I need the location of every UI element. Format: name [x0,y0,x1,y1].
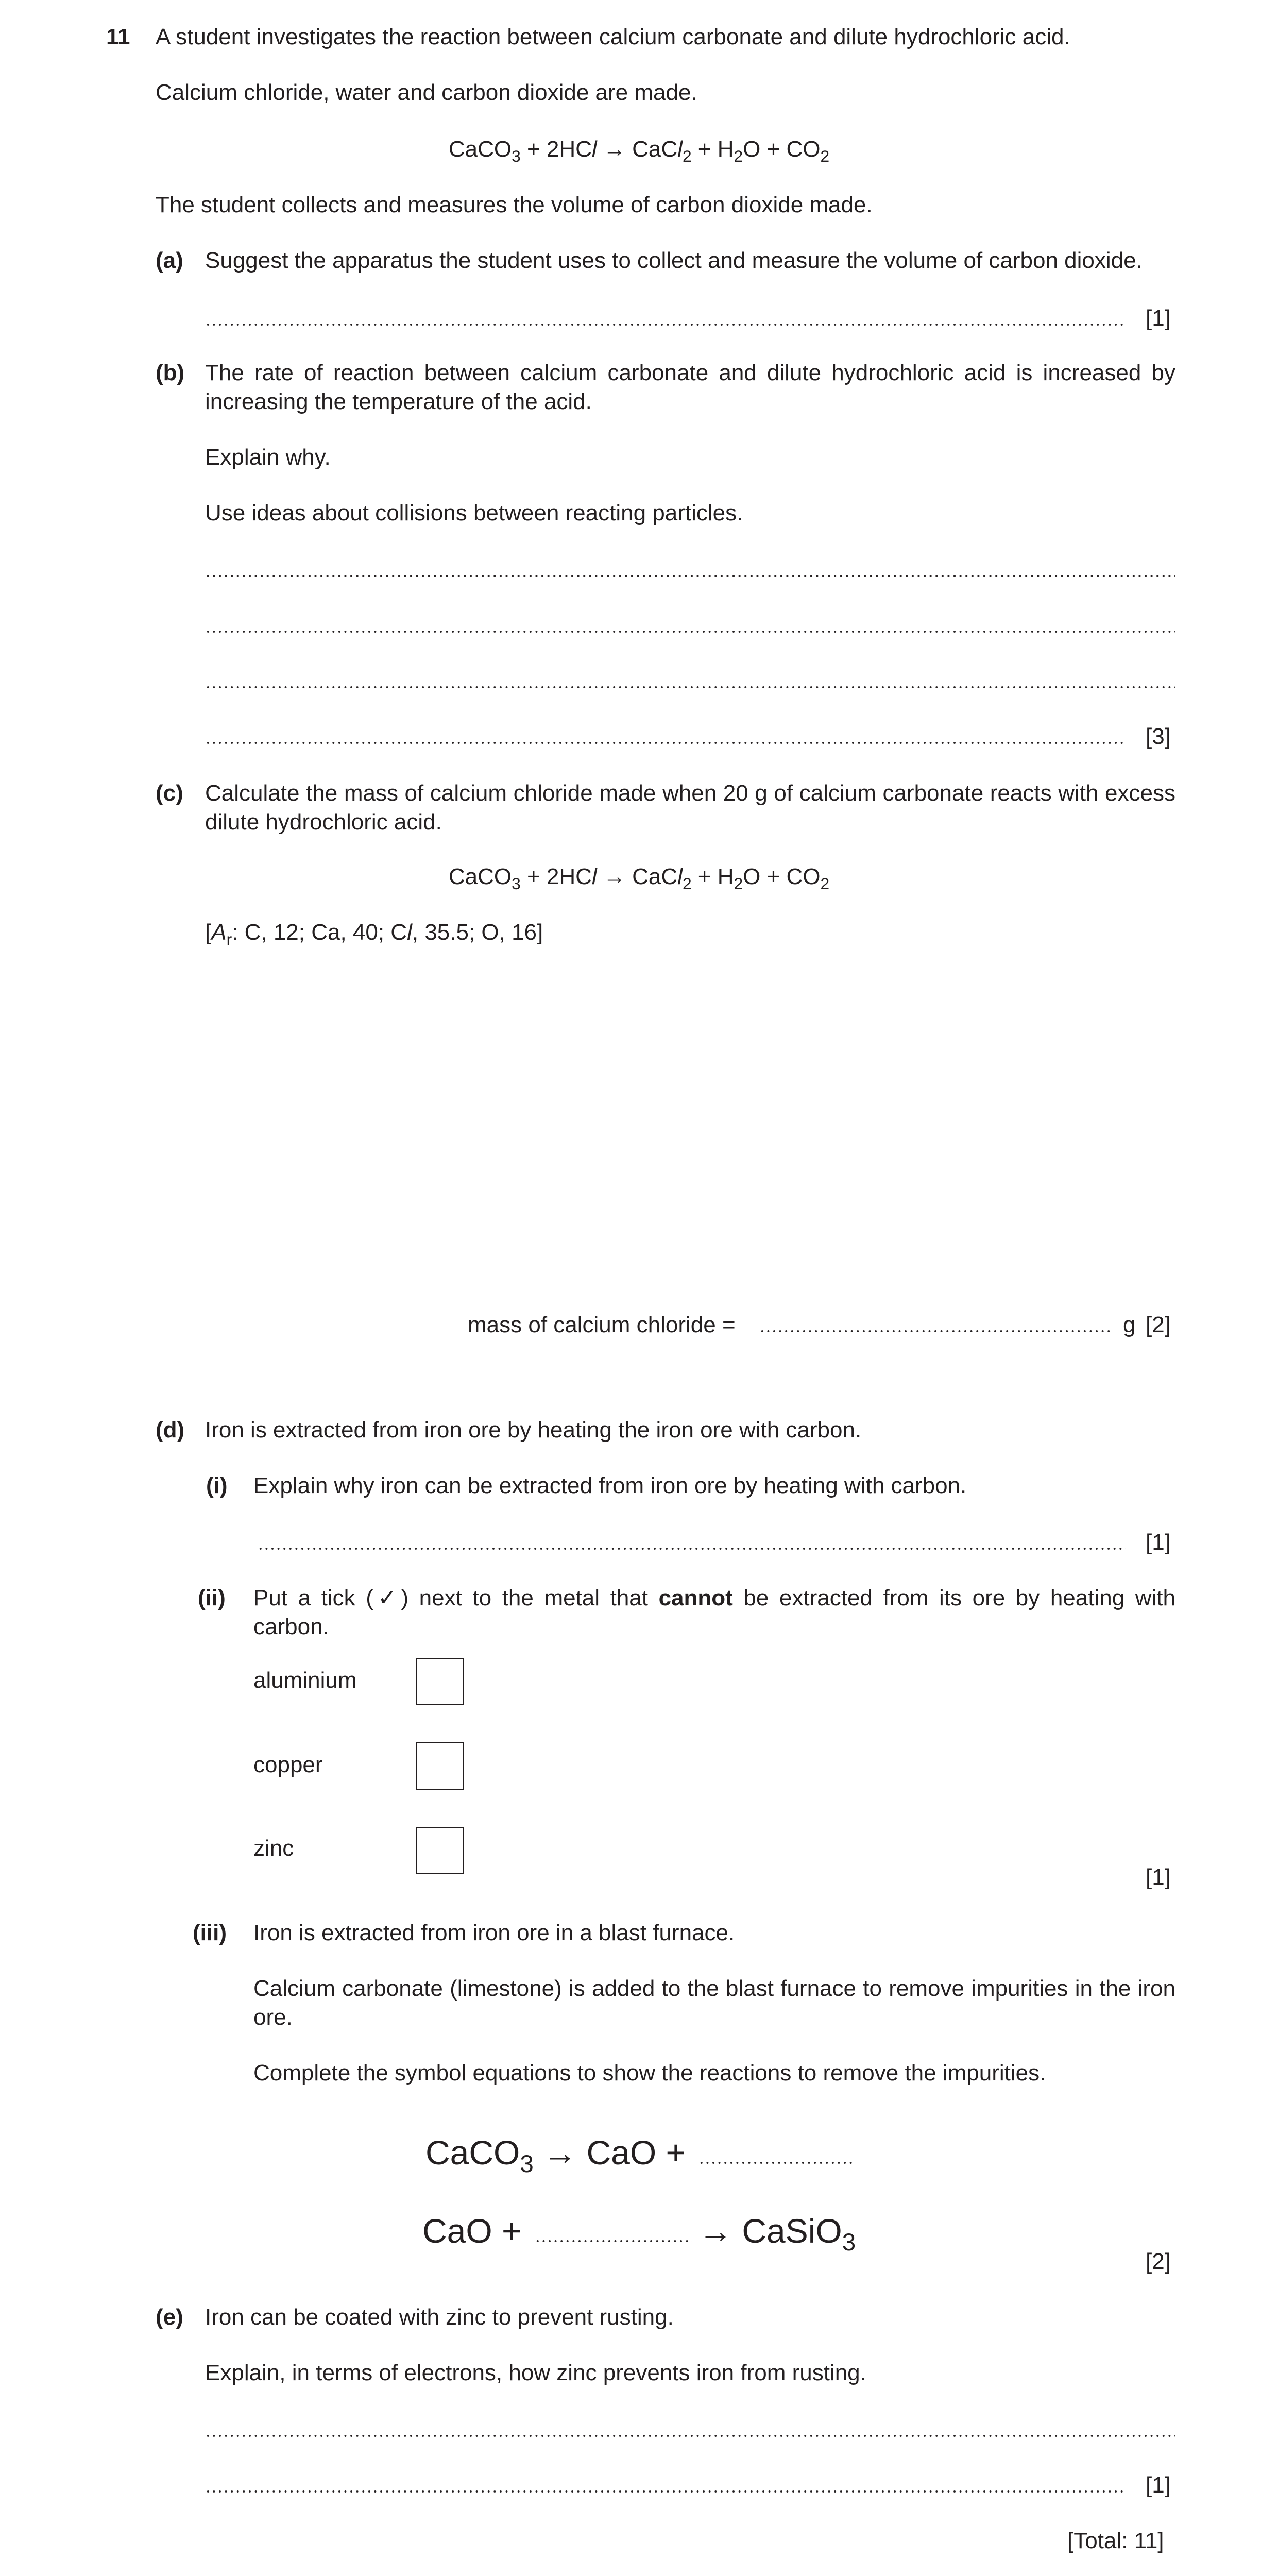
part-d-iii-complete: Complete the symbol equations to show the reactions to remove the impurities. [253,2060,1046,2086]
option-label-zinc: zinc [253,1836,294,1861]
part-b-marks: [3] [1146,724,1171,749]
part-a-label: (a) [156,248,183,273]
tick-box-copper[interactable] [416,1742,464,1790]
relative-atomic-masses: [$A_r$: C, 12; Ca, 40; Cl, 35.5; O, 16] [205,920,543,949]
part-b-explain: Explain why. [205,445,331,470]
part-a-marks: [1] [1146,306,1171,331]
part-d-i-marks: [1] [1146,1530,1171,1555]
part-d-iii-limestone: Calcium carbonate (limestone) is added to the blast furnace to remove impurities in the iron ore. [253,1976,1175,2030]
part-d-iii-label: (iii) [193,1920,227,1945]
products-text: Calcium chloride, water and carbon dioxide are made. [156,80,697,105]
part-b-label: (b) [156,360,185,385]
mass-unit: g [1123,1312,1136,1337]
question-intro: A student investigates the reaction between calcium carbonate and dilute hydrochloric acid. [156,24,1070,49]
part-d-iii-marks: [2] [1146,2249,1171,2274]
question-number: 11 [106,24,130,49]
part-b-text: The rate of reaction between calcium carbonate and dilute hydrochloric acid is increased by increasing the temperature of the acid. [205,360,1175,414]
part-c-text: Calculate the mass of calcium chloride made when 20 g of calcium carbonate reacts with excess dilute hydrochloric acid. [205,781,1175,835]
symbol-equation-1: CaCO$_3$ → CaO + [425,2133,686,2178]
part-d-i-text: Explain why iron can be extracted from iron ore by heating with carbon. [253,1473,967,1498]
part-c-label: (c) [156,781,183,806]
part-d-label: (d) [156,1417,185,1443]
answer-line-b-1[interactable] [205,574,1175,578]
part-d-ii-marks: [1] [1146,1865,1171,1890]
option-label-aluminium: aluminium [253,1668,357,1693]
part-d-iii-text: Iron is extracted from iron ore in a blast furnace. [253,1920,735,1945]
tick-box-zinc[interactable] [416,1827,464,1874]
answer-line-b-2[interactable] [205,630,1175,634]
question-total: [Total: 11] [1067,2528,1164,2553]
answer-line-b-3[interactable] [205,685,1175,689]
equation-2-blank[interactable] [535,2239,692,2243]
reaction-equation-c: CaCO$_3$ + 2HCl → CaCl$_2$ + $H_2O + CO_2$ [448,864,830,893]
part-d-ii-label: (ii) [198,1585,226,1611]
answer-line-e-2[interactable] [205,2489,1126,2494]
option-label-copper: copper [253,1752,323,1777]
tick-box-aluminium[interactable] [416,1658,464,1705]
collects-text: The student collects and measures the volume of carbon dioxide made. [156,192,873,217]
answer-line-d-i[interactable] [258,1547,1126,1551]
symbol-equation-2-end: → CaSiO$_3$ [698,2212,856,2257]
part-a-text: Suggest the apparatus the student uses to collect and measure the volume of carbon dioxide. [205,248,1143,273]
equation-1-blank[interactable] [698,2161,856,2165]
answer-line-e-1[interactable] [205,2434,1175,2438]
part-c-marks: [2] [1146,1312,1171,1337]
part-d-i-label: (i) [206,1473,228,1498]
part-d-text: Iron is extracted from iron ore by heating the iron ore with carbon. [205,1417,862,1443]
mass-answer-label: mass of calcium chloride = [468,1312,736,1337]
part-b-ideas: Use ideas about collisions between reacting particles. [205,500,743,526]
answer-line-b-4[interactable] [205,741,1126,745]
part-e-marks: [1] [1146,2472,1171,2498]
part-e-explain: Explain, in terms of electrons, how zinc prevents iron from rusting. [205,2360,866,2385]
part-e-label: (e) [156,2304,183,2330]
part-e-text: Iron can be coated with zinc to prevent rusting. [205,2304,674,2330]
answer-line-a[interactable] [205,323,1126,327]
symbol-equation-2-start: CaO + [422,2212,522,2250]
part-d-ii-text: Put a tick (✓) next to the metal that cannot be extracted from its ore by heating with carbon. [253,1585,1176,1639]
reaction-equation: CaCO$_3$ + 2HCl → CaCl$_2$ + $H_2O + CO_2$ [448,137,830,166]
mass-answer-line[interactable] [759,1329,1112,1333]
